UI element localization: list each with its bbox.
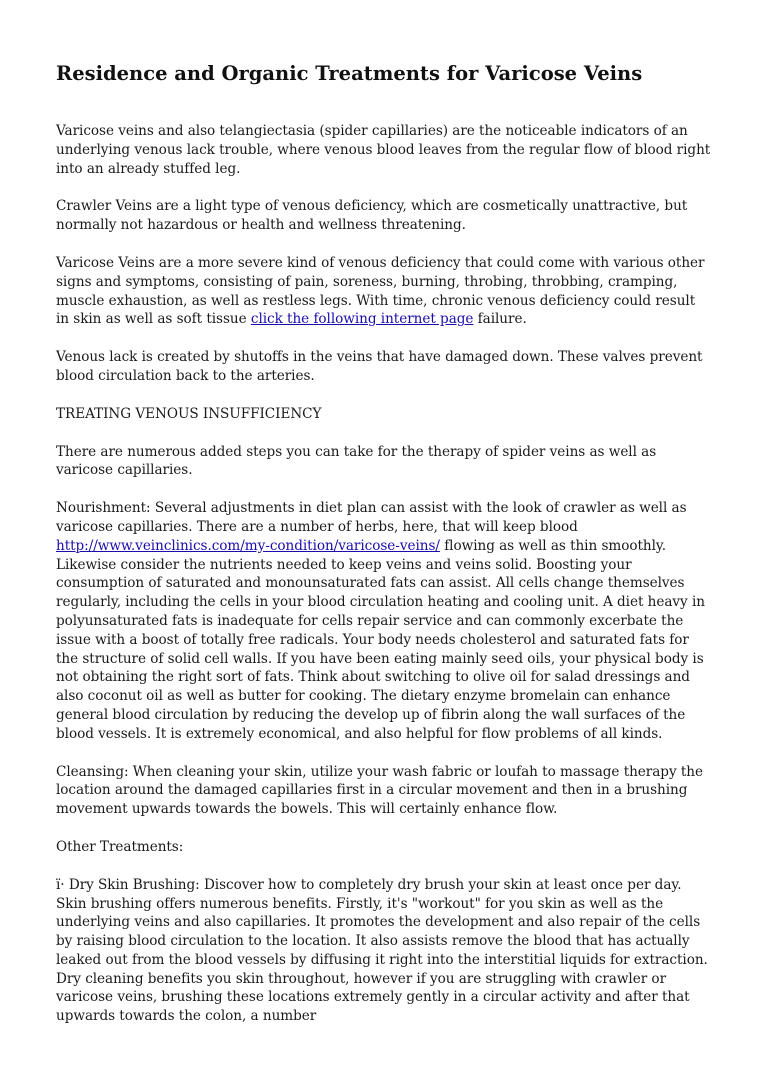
paragraph-varicose-veins-tail: failure. [473, 311, 527, 328]
paragraph-cleansing: Cleansing: When cleaning your skin, utilize your wash fabric or loufah to massage therapy the location around the damaged capillaries first in a circular movement and then in a brushing movement upwards towards the bowels. This will certainly enhance flow. [56, 763, 703, 818]
heading-other-treatments: Other Treatments: [56, 838, 184, 855]
heading-treating: TREATING VENOUS INSUFFICIENCY [56, 405, 322, 422]
veinclinics-link[interactable]: http://www.veinclinics.com/my-condition/varicose-veins/ [56, 537, 440, 554]
document-title: Residence and Organic Treatments for Varicose Veins [56, 62, 643, 85]
paragraph-varicose-veins [56, 254, 712, 329]
paragraph-venous-lack: Venous lack is created by shutoffs in the veins that have damaged down. These valves prevent blood circulation back to the arteries. [56, 349, 703, 384]
paragraph-nourishment-tail: flowing as well as thin smoothly. Likewise consider the nutrients needed to keep veins and veins solid. Boosting your consumption of saturated and monounsaturated fats can assist. All cells change themselves regularly, including the cells in your blood circulation heating and cooling unit. A diet heavy in polyunsaturated fats is inadequate for cells repair service and can commonly excerbate the issue with a boost of totally free radicals. Your body needs cholesterol and saturated fats for the structure of solid cell walls. If you have been eating mainly seed oils, your physical body is not obtaining the right sort of fats. Think about switching to olive oil for salad dressings and also coconut oil as well as butter for cooking. The dietary enzyme bromelain can enhance general blood circulation by reducing the develop up of fibrin along the wall surfaces of the blood vessels. It is extremely economical, and also helpful for flow problems of all kinds. [56, 537, 705, 742]
paragraph-dry-skin-brushing: ï· Dry Skin Brushing: Discover how to completely dry brush your skin at least once per day. Skin brushing offers numerous benefits. Firstly, it's "workout" for you skin as well as the underlying veins and also capillaries. It promotes the development and also repair of the cells by raising blood circulation to the location. It also assists remove the blood that has actually leaked out from the blood vessels by diffusing it right into the interstitial liquids for extraction. Dry cleaning benefits you skin throughout, however if you are struggling with crawler or varicose veins, brushing these locations extremely gently in a circular activity and after that upwards towards the colon, a number [56, 876, 708, 1025]
paragraph-nourishment [56, 499, 712, 743]
paragraph-nourishment-text: Nourishment: Several adjustments in diet plan can assist with the look of crawler as well as varicose capillaries. There are a number of herbs, here, that will keep blood [56, 500, 687, 535]
paragraph-varicose-veins-text: Varicose Veins are a more severe kind of venous deficiency that could come with various other signs and symptoms, consisting of pain, soreness, burning, throbing, throbbing, cramping, muscle exhaustion, as well as restless legs. With time, chronic venous deficiency could result in skin as well as soft tissue [56, 254, 705, 328]
paragraph-intro: Varicose veins and also telangiectasia (spider capillaries) are the noticeable indicators of an underlying venous lack trouble, where venous blood leaves from the regular flow of blood right into an already stuffed leg. [56, 123, 711, 177]
paragraph-added-steps: There are numerous added steps you can take for the therapy of spider veins as well as varicose capillaries. [56, 443, 657, 479]
internet-page-link[interactable]: click the following internet page [250, 311, 474, 328]
paragraph-crawler-veins: Crawler Veins are a light type of venous deficiency, which are cosmetically unattractive, but normally not hazardous or health and wellness threatening. [56, 198, 688, 234]
